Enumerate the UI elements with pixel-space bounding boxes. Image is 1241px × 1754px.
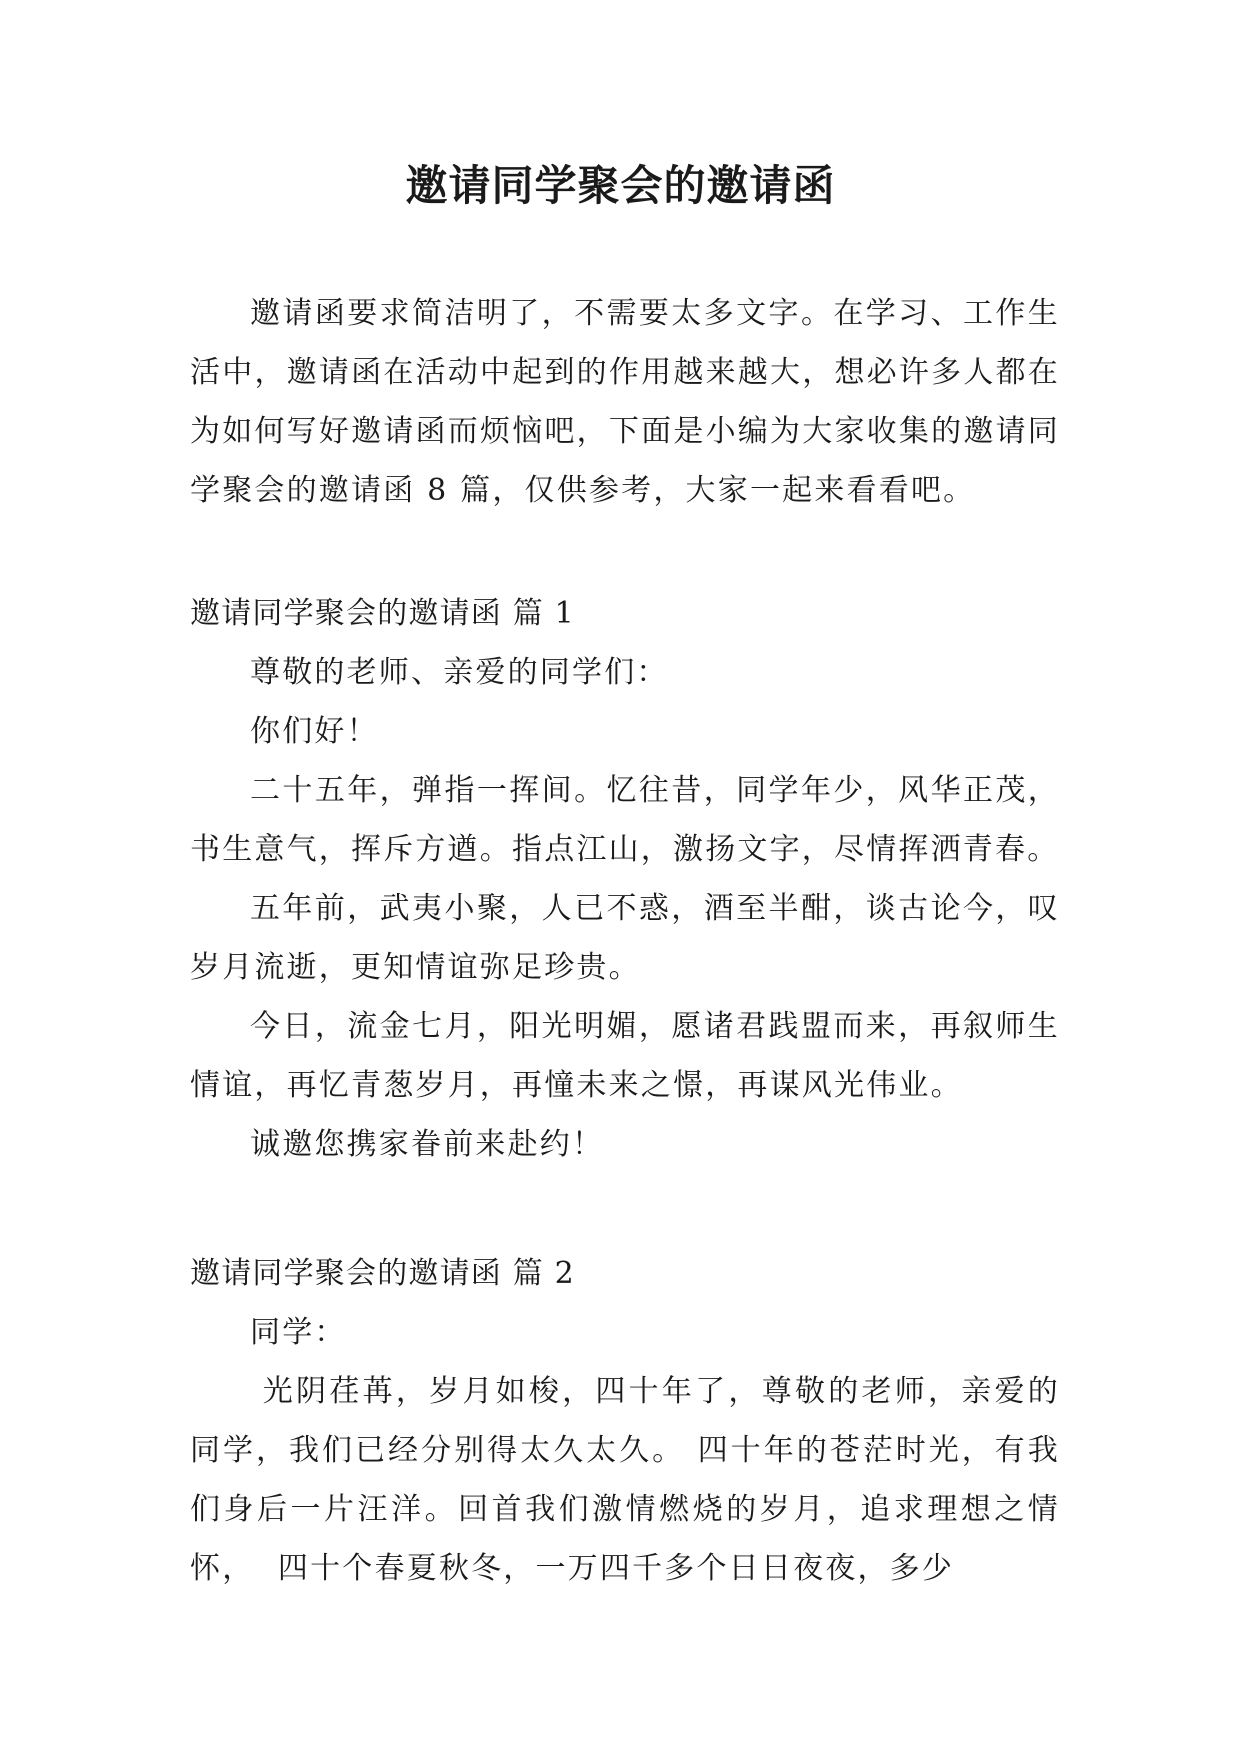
greeting: 你们好！ [250, 714, 379, 749]
document-title: 邀请同学聚会的邀请函 [405, 161, 836, 210]
intro-paragraph: 邀请函要求简洁明了，不需要太多文字。在学习、工作生活中，邀请函在活动中起到的作用越来越大，想必许多人都在为如何写好邀请函而烦恼吧，下面是小编为大家收集的邀请同学聚会的邀请函 8 篇，仅供参考，大家一起来看看吧。 [190, 296, 1060, 508]
body-paragraph: 五年前，武夷小聚，人已不惑，酒至半酣，谈古论今，叹岁月流逝，更知情谊弥足珍贵。 [190, 891, 1060, 985]
body-paragraph: 光阴荏苒，岁月如梭，四十年了，尊敬的老师，亲爱的同学，我们已经分别得太久太久。 四十年的苍茫时光，有我们身后一片汪洋。回首我们激情燃烧的岁月，追求理想之情怀， 四十个春夏秋冬，一万四千多个日日夜夜，多少 [190, 1374, 1060, 1586]
section-heading: 邀请同学聚会的邀请函 篇 1 [190, 596, 575, 631]
salutation: 尊敬的老师、亲爱的同学们： [250, 655, 669, 690]
body-paragraph: 今日，流金七月，阳光明媚，愿诸君践盟而来，再叙师生情谊，再忆青葱岁月，再憧未来之憬，再谋风光伟业。 [190, 1009, 1060, 1103]
body-paragraph: 二十五年，弹指一挥间。忆往昔，同学年少，风华正茂，书生意气，挥斥方遒。指点江山，激扬文字，尽情挥洒青春。 [190, 773, 1060, 867]
salutation: 同学： [250, 1315, 347, 1350]
section-2 [190, 1244, 1060, 1598]
section-1 [190, 584, 1060, 1174]
closing-line: 诚邀您携家眷前来赴约！ [250, 1127, 605, 1162]
document-body [190, 284, 1060, 1598]
section-heading: 邀请同学聚会的邀请函 篇 2 [190, 1256, 575, 1291]
section-spacer [190, 1174, 1060, 1244]
